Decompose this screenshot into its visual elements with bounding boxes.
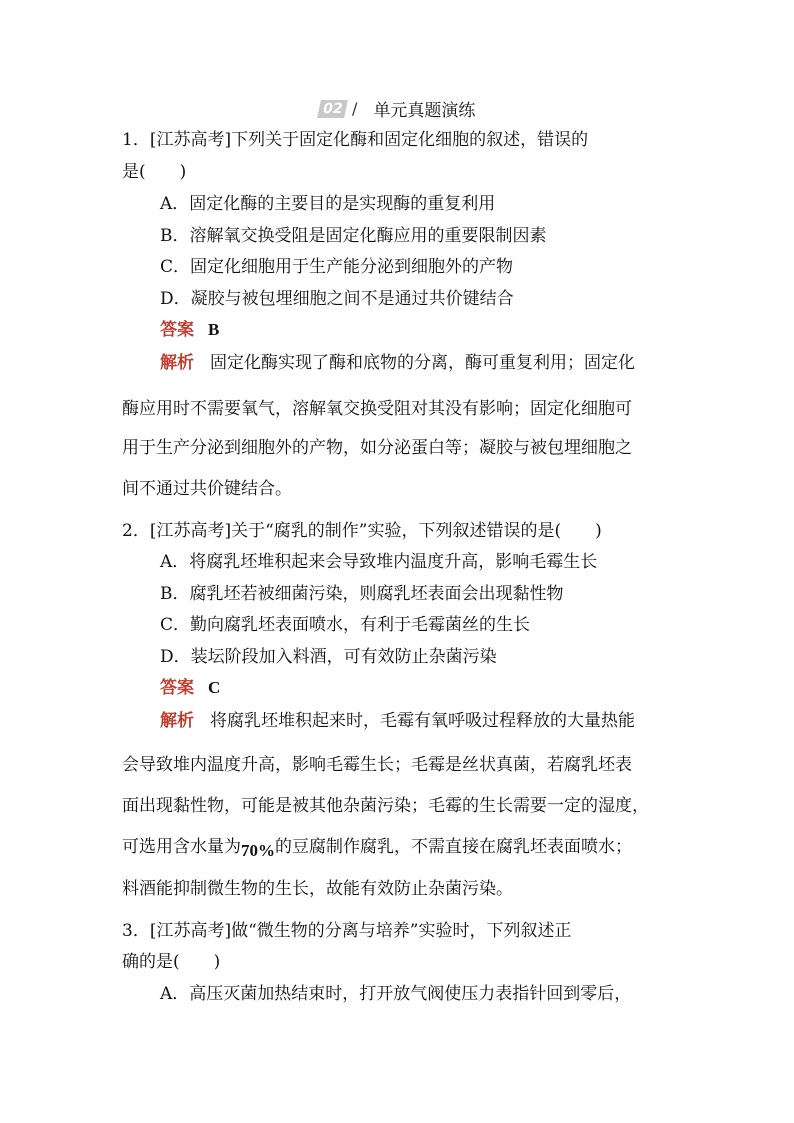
q1-option-b: B．溶解氧交换受阻是固定化酶应用的重要限制因素 bbox=[160, 226, 547, 246]
q1-stem-line1: 1．[江苏高考]下列关于固定化酶和固定化细胞的叙述，错误的 bbox=[122, 130, 589, 150]
q1-explanation-line3: 用于生产分泌到细胞外的产物，如分泌蛋白等；凝胶与被包埋细胞之 bbox=[122, 438, 632, 458]
q2-explanation-line5: 料酒能抑制微生物的生长，故能有效防止杂菌污染。 bbox=[122, 879, 513, 899]
q3-option-a: A．高压灭菌加热结束时，打开放气阀使压力表指针回到零后， bbox=[160, 984, 632, 1004]
explanation-text: 将腐乳坯堆积起来时，毛霉有氧呼吸过程释放的大量热能 bbox=[210, 711, 635, 731]
section-title: 单元真题演练 bbox=[373, 101, 476, 121]
section-header bbox=[0, 96, 794, 121]
explanation-label: 解析 bbox=[160, 353, 194, 373]
q1-option-c: C．固定化细胞用于生产能分泌到细胞外的产物 bbox=[160, 257, 514, 277]
answer-label: 答案 bbox=[160, 320, 194, 340]
q3-stem-line2: 确的是( ) bbox=[122, 952, 221, 972]
explanation-text: 的豆腐制作腐乳，不需直接在腐乳坯表面喷水； bbox=[275, 837, 632, 857]
q2-stem-line1: 2．[江苏高考]关于“腐乳的制作”实验，下列叙述错误的是( ) bbox=[122, 521, 602, 541]
explanation-text: 可选用含水量为 bbox=[122, 837, 241, 857]
q2-explanation-line2: 会导致堆内温度升高，影响毛霉生长；毛霉是丝状真菌，若腐乳坯表 bbox=[122, 755, 632, 775]
q2-explanation-line1 bbox=[160, 712, 794, 731]
q1-explanation-line4: 间不通过共价键结合。 bbox=[122, 479, 292, 499]
q1-option-d: D．凝胶与被包埋细胞之间不是通过共价键结合 bbox=[160, 289, 514, 309]
q2-explanation-line3: 面出现黏性物，可能是被其他杂菌污染；毛霉的生长需要一定的湿度， bbox=[122, 796, 649, 816]
q2-option-a: A．将腐乳坯堆积起来会导致堆内温度升高，影响毛霉生长 bbox=[160, 552, 598, 572]
q1-answer bbox=[160, 321, 794, 340]
q1-option-a: A．固定化酶的主要目的是实现酶的重复利用 bbox=[160, 194, 496, 214]
q1-explanation-line1 bbox=[160, 354, 794, 373]
section-number-badge: 02 bbox=[317, 100, 348, 118]
percentage-value: 70% bbox=[241, 841, 275, 860]
section-slash: / bbox=[352, 99, 358, 118]
answer-value: C bbox=[208, 678, 221, 697]
q1-stem-line2: 是( ) bbox=[122, 162, 187, 182]
answer-label: 答案 bbox=[160, 678, 194, 698]
answer-value: B bbox=[208, 320, 220, 339]
q2-answer bbox=[160, 679, 794, 698]
q2-option-c: C．勤向腐乳坯表面喷水，有利于毛霉菌丝的生长 bbox=[160, 615, 531, 635]
q2-explanation-line4 bbox=[122, 837, 794, 860]
q3-stem-line1: 3．[江苏高考]做“微生物的分离与培养”实验时，下列叙述正 bbox=[122, 921, 572, 941]
q2-option-b: B．腐乳坯若被细菌污染，则腐乳坯表面会出现黏性物 bbox=[160, 584, 564, 604]
explanation-label: 解析 bbox=[160, 711, 194, 731]
q1-explanation-line2: 酶应用时不需要氧气，溶解氧交换受阻对其没有影响；固定化细胞可 bbox=[122, 399, 632, 419]
q2-option-d: D．装坛阶段加入料酒，可有效防止杂菌污染 bbox=[160, 647, 497, 667]
explanation-text: 固定化酶实现了酶和底物的分离，酶可重复利用；固定化 bbox=[210, 353, 635, 373]
